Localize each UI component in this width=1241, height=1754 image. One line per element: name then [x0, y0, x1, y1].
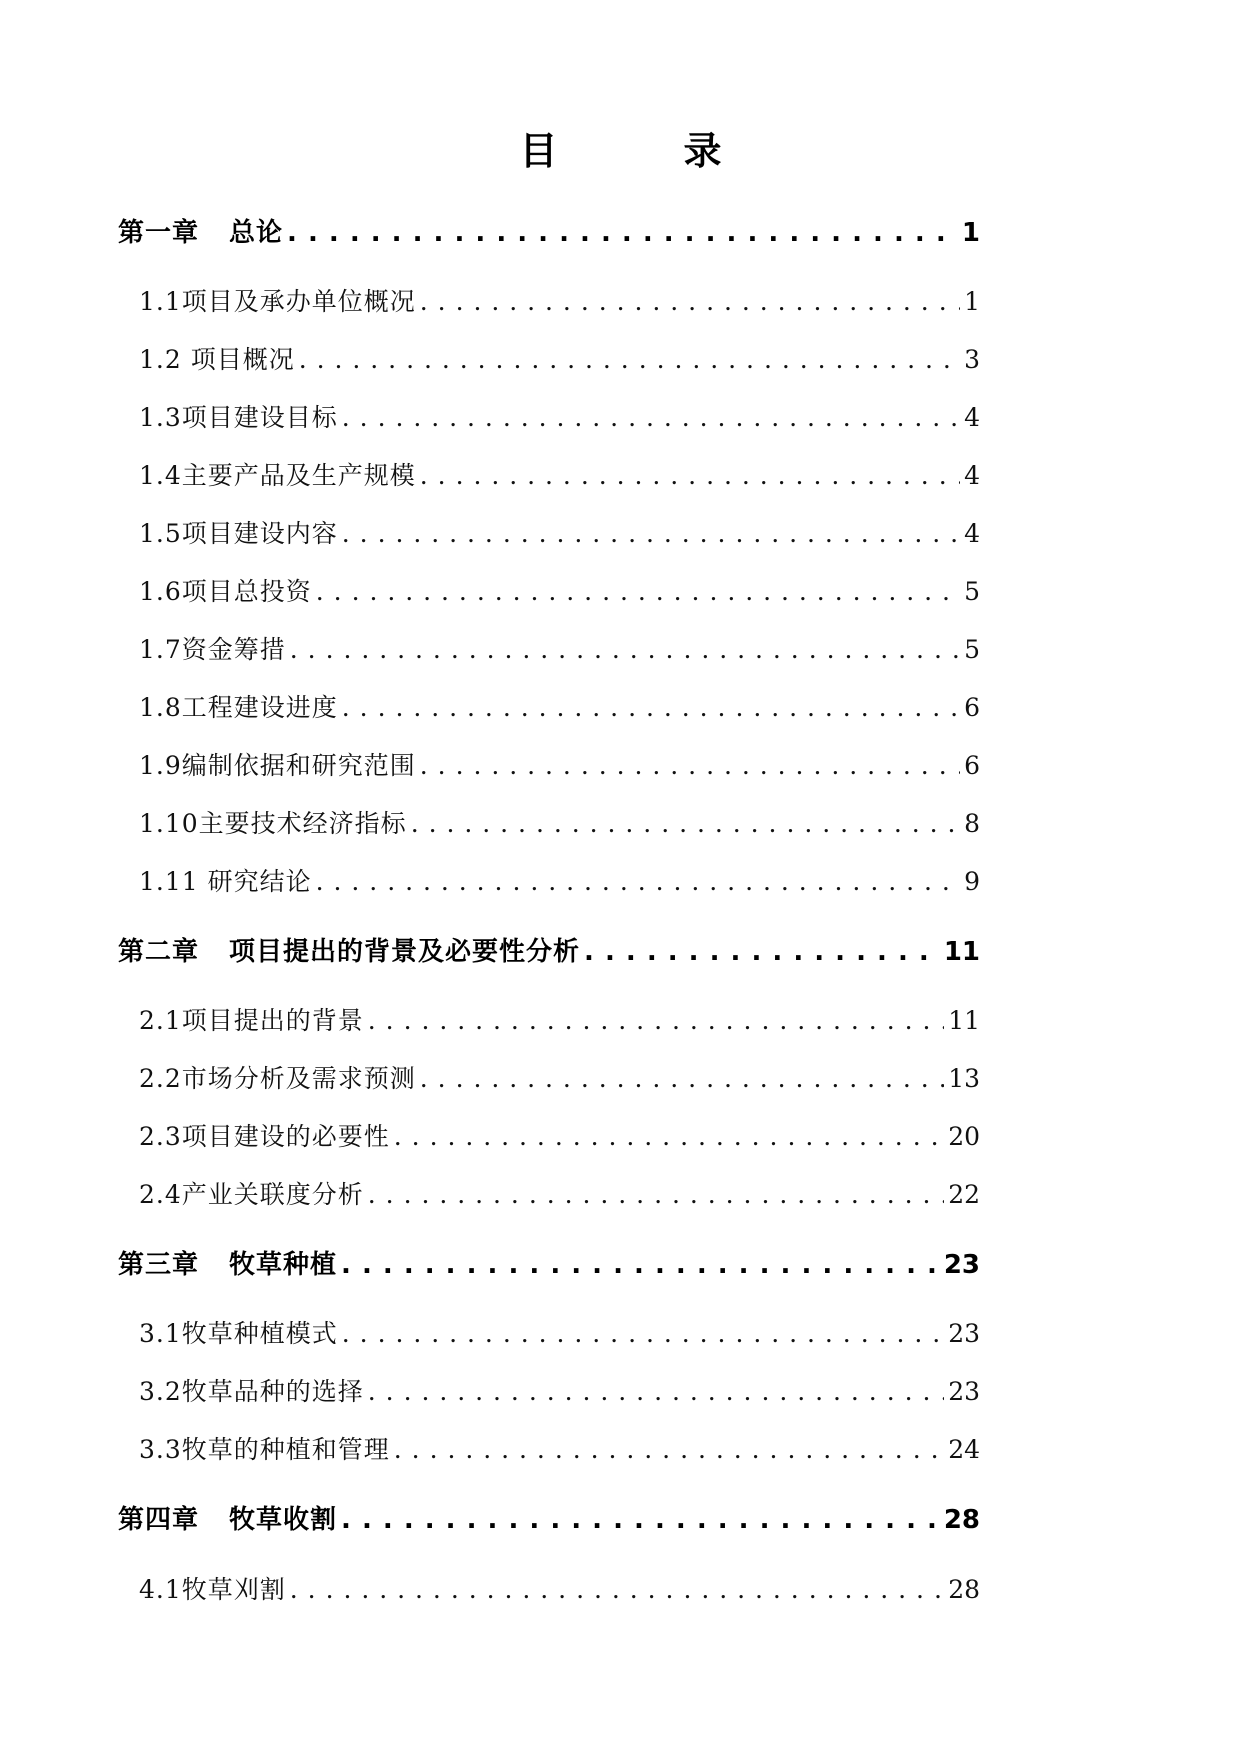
section-number: 3.3 — [139, 1435, 182, 1464]
section-label — [139, 746, 416, 786]
section-label — [139, 398, 338, 438]
page-number: 3 — [964, 345, 980, 374]
dot-leader — [342, 514, 960, 554]
toc-chapter-entry[interactable] — [118, 1245, 980, 1285]
toc-section-entry[interactable] — [139, 804, 980, 844]
dot-leader — [316, 862, 960, 902]
toc-chapter-entry[interactable] — [118, 213, 980, 253]
section-label — [139, 340, 295, 380]
dot-leader — [584, 932, 940, 972]
toc-section-entry[interactable] — [139, 1570, 980, 1610]
section-number: 2.4 — [139, 1180, 182, 1209]
dot-leader — [341, 1500, 940, 1540]
section-number: 3.1 — [139, 1319, 182, 1348]
section-title: 主要技术经济指标 — [198, 809, 407, 838]
toc-section-entry[interactable] — [139, 572, 980, 612]
toc-section-entry[interactable] — [139, 862, 980, 902]
section-number: 1.5 — [139, 519, 182, 548]
toc-section-entry[interactable] — [139, 1175, 980, 1215]
chapter-title: 项目提出的背景及必要性分析 — [229, 937, 581, 967]
dot-leader — [411, 804, 960, 844]
section-number: 1.11 — [139, 867, 199, 896]
section-number: 4.1 — [139, 1575, 182, 1604]
page-number: 1 — [964, 287, 980, 316]
page-number: 9 — [964, 867, 980, 896]
page-number: 13 — [948, 1064, 980, 1093]
dot-leader — [420, 282, 960, 322]
section-number: 2.1 — [139, 1006, 182, 1035]
dot-leader — [420, 1059, 944, 1099]
dot-leader — [341, 1245, 940, 1285]
section-label — [139, 1059, 416, 1099]
section-number: 1.1 — [139, 287, 182, 316]
section-label — [139, 688, 338, 728]
toc-section-entry[interactable] — [139, 746, 980, 786]
chapter-number: 第三章 — [118, 1250, 200, 1280]
dot-leader — [290, 630, 960, 670]
page-number: 28 — [943, 1505, 980, 1535]
chapter-title: 牧草种植 — [229, 1250, 338, 1280]
section-title: 项目建设的必要性 — [181, 1122, 390, 1151]
section-title: 牧草品种的选择 — [181, 1377, 364, 1406]
dot-leader — [342, 398, 960, 438]
section-title: 项目概况 — [181, 345, 295, 374]
section-number: 1.3 — [139, 403, 182, 432]
toc-section-entry[interactable] — [139, 340, 980, 380]
section-number: 3.2 — [139, 1377, 182, 1406]
dot-leader — [299, 340, 960, 380]
section-title: 项目建设内容 — [181, 519, 338, 548]
section-number: 2.2 — [139, 1064, 182, 1093]
page-number: 1 — [961, 218, 980, 248]
page-number: 24 — [948, 1435, 980, 1464]
chapter-title: 总论 — [229, 218, 284, 248]
section-label — [139, 804, 407, 844]
section-number: 1.2 — [139, 345, 182, 374]
toc-chapter-entry[interactable] — [118, 1500, 980, 1540]
section-label — [139, 514, 338, 554]
toc-section-entry[interactable] — [139, 282, 980, 322]
toc-section-entry[interactable] — [139, 1430, 980, 1470]
section-title: 编制依据和研究范围 — [181, 751, 416, 780]
toc-section-entry[interactable] — [139, 688, 980, 728]
dot-leader — [368, 1372, 944, 1412]
section-title: 项目及承办单位概况 — [181, 287, 416, 316]
chapter-label — [118, 1500, 337, 1540]
toc-section-entry[interactable] — [139, 456, 980, 496]
section-number: 1.7 — [139, 635, 182, 664]
dot-leader — [394, 1117, 944, 1157]
chapter-label — [118, 1245, 337, 1285]
dot-leader — [420, 456, 960, 496]
page-number: 23 — [948, 1377, 980, 1406]
page-number: 28 — [948, 1575, 980, 1604]
section-title: 项目提出的背景 — [181, 1006, 364, 1035]
chapter-number: 第一章 — [118, 218, 200, 248]
page-number: 8 — [964, 809, 980, 838]
page-number: 5 — [964, 577, 980, 606]
toc-section-entry[interactable] — [139, 1001, 980, 1041]
section-label — [139, 1570, 286, 1610]
section-number: 1.6 — [139, 577, 182, 606]
toc-section-entry[interactable] — [139, 1372, 980, 1412]
toc-section-entry[interactable] — [139, 1314, 980, 1354]
section-label — [139, 572, 312, 612]
dot-leader — [368, 1001, 944, 1041]
section-title: 市场分析及需求预测 — [181, 1064, 416, 1093]
dot-leader — [290, 1570, 944, 1610]
page-number: 4 — [964, 519, 980, 548]
dot-leader — [342, 688, 960, 728]
section-label — [139, 1117, 390, 1157]
section-title: 主要产品及生产规模 — [181, 461, 416, 490]
toc-section-entry[interactable] — [139, 1059, 980, 1099]
page-number: 11 — [948, 1006, 980, 1035]
dot-leader — [394, 1430, 944, 1470]
toc-section-entry[interactable] — [139, 514, 980, 554]
section-number: 1.9 — [139, 751, 182, 780]
section-title: 牧草的种植和管理 — [181, 1435, 390, 1464]
toc-section-entry[interactable] — [139, 1117, 980, 1157]
page-number: 6 — [964, 693, 980, 722]
dot-leader — [342, 1314, 944, 1354]
dot-leader — [316, 572, 960, 612]
section-title: 项目建设目标 — [181, 403, 338, 432]
dot-leader — [420, 746, 960, 786]
chapter-label — [118, 213, 283, 253]
toc-section-entry[interactable] — [139, 398, 980, 438]
section-number: 1.8 — [139, 693, 182, 722]
section-number: 2.3 — [139, 1122, 182, 1151]
section-label — [139, 630, 286, 670]
toc-title: 目 录 — [519, 128, 766, 173]
section-label — [139, 862, 312, 902]
section-title: 牧草种植模式 — [181, 1319, 338, 1348]
section-title: 项目总投资 — [181, 577, 312, 606]
section-title: 工程建设进度 — [181, 693, 338, 722]
page-number: 11 — [943, 937, 980, 967]
section-number: 1.10 — [139, 809, 199, 838]
dot-leader — [368, 1175, 944, 1215]
section-number: 1.4 — [139, 461, 182, 490]
section-title: 牧草刈割 — [181, 1575, 286, 1604]
section-label — [139, 1175, 364, 1215]
section-title: 研究结论 — [198, 867, 312, 896]
section-title: 产业关联度分析 — [181, 1180, 364, 1209]
page-number: 5 — [964, 635, 980, 664]
chapter-number: 第四章 — [118, 1505, 200, 1535]
page-number: 4 — [964, 461, 980, 490]
page-number: 4 — [964, 403, 980, 432]
section-label — [139, 1372, 364, 1412]
dot-leader — [287, 213, 958, 253]
chapter-number: 第二章 — [118, 937, 200, 967]
page-number: 20 — [948, 1122, 980, 1151]
page-number: 23 — [948, 1319, 980, 1348]
section-label — [139, 1314, 338, 1354]
chapter-label — [118, 932, 580, 972]
section-label — [139, 1001, 364, 1041]
section-label — [139, 1430, 390, 1470]
page-number: 23 — [943, 1250, 980, 1280]
page-number: 6 — [964, 751, 980, 780]
page-number: 22 — [948, 1180, 980, 1209]
toc-section-entry[interactable] — [139, 630, 980, 670]
section-title: 资金筹措 — [181, 635, 286, 664]
section-label — [139, 282, 416, 322]
toc-chapter-entry[interactable] — [118, 932, 980, 972]
chapter-title: 牧草收割 — [229, 1505, 338, 1535]
section-label — [139, 456, 416, 496]
